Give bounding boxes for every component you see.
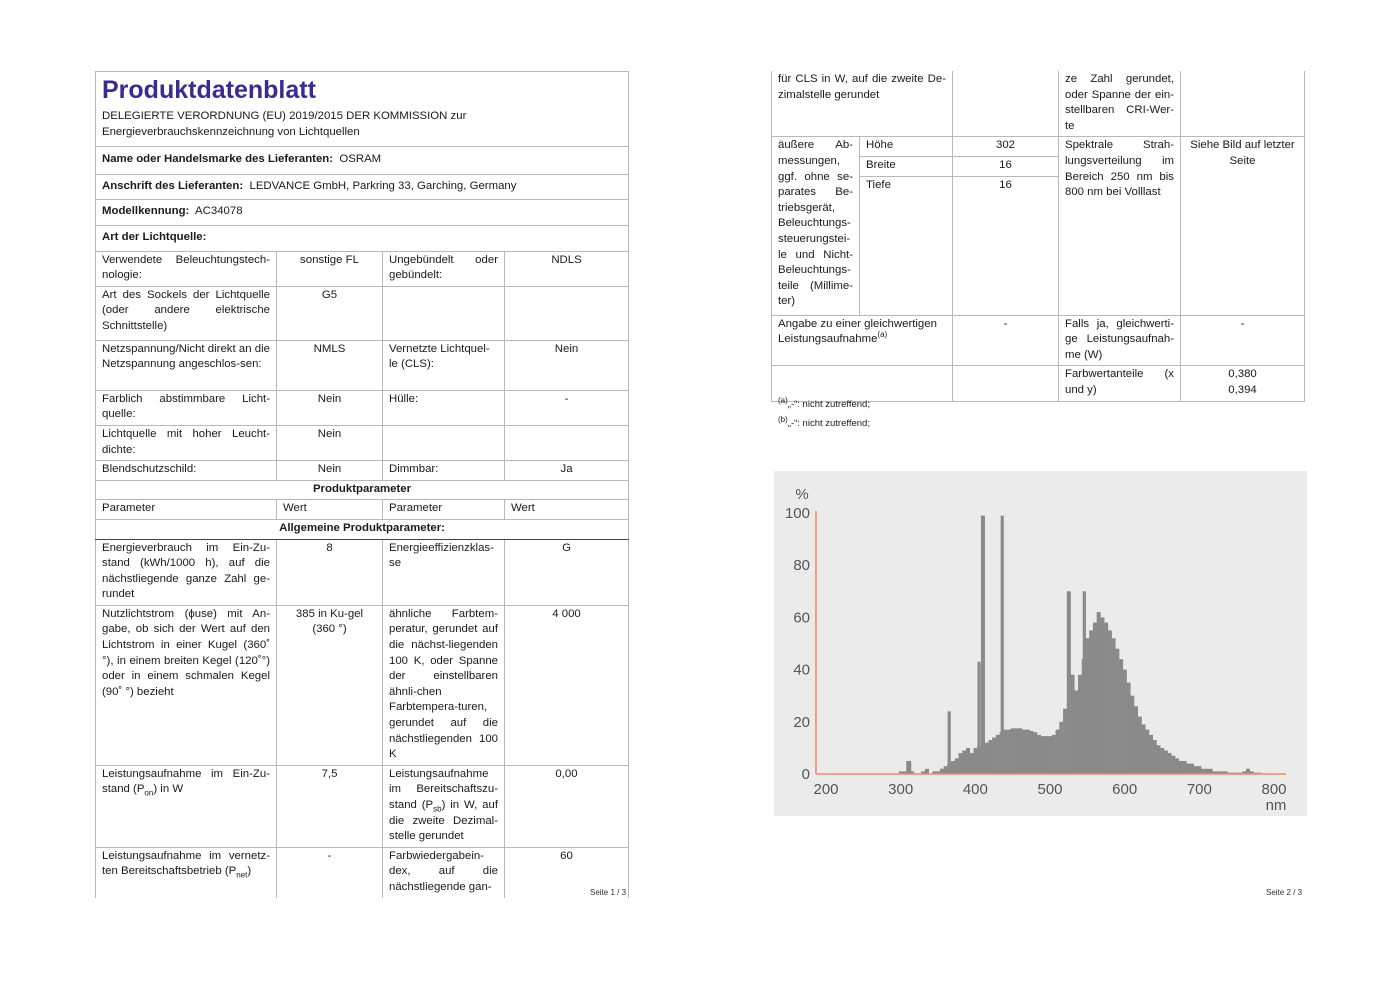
spectrum-bar: [1029, 731, 1033, 774]
row-param: Farbwertanteile (x und y): [1059, 366, 1181, 401]
dimension-value: 16: [953, 176, 1059, 315]
page-1: [95, 71, 628, 898]
x-tick-label: 600: [1112, 781, 1138, 798]
light-source-type-heading: Art der Lichtquelle:: [96, 225, 629, 251]
supplier-name-value: OSRAM: [339, 153, 382, 166]
supplier-address-label: Anschrift des Lieferanten:: [102, 179, 244, 192]
row-value: Nein: [277, 425, 383, 460]
x-tick-label: 500: [1037, 781, 1063, 798]
spectrum-bar: [1003, 730, 1007, 774]
spectrum-spike: [908, 761, 911, 774]
dimension-name: Breite: [860, 156, 953, 176]
spectrum-bar: [1145, 730, 1149, 774]
x-tick-label: 400: [962, 781, 988, 798]
spectrum-bar: [1123, 670, 1127, 774]
spectrum-bar: [1130, 696, 1134, 774]
model-row: [96, 200, 629, 226]
table-row: [96, 539, 629, 605]
spectral-distribution-chart: [774, 471, 1307, 816]
general-params-heading: Allgemeine Produktparameter:: [96, 519, 629, 539]
row-param: Blendschutzschild:: [96, 461, 277, 481]
spectrum-bar: [1160, 748, 1164, 774]
spectrum-spike: [948, 711, 951, 774]
row-param: Leistungsaufnahme im Ein-Zu-stand $(P_{on})$ in W: [96, 765, 277, 847]
table-row: [772, 315, 1305, 366]
spectrum-bar: [966, 748, 970, 774]
x-axis-label: nm: [1265, 797, 1287, 814]
row-param: ze Zahl gerundet, oder Spanne der ein-stellbaren CRI-Wer-te: [1059, 71, 1181, 137]
spectrum-bar: [1112, 638, 1116, 774]
row-value: [953, 366, 1059, 401]
spectrum-bar: [1063, 709, 1067, 774]
spectrum-bar: [1067, 591, 1071, 774]
row-param: Farbwiedergabein-dex, auf die nächstliegende gan-: [383, 847, 505, 897]
spectrum-bar: [1097, 612, 1101, 774]
spectrum-bar: [1037, 735, 1041, 774]
spectrum-bar: [1022, 730, 1026, 774]
spectrum-bar: [992, 737, 996, 774]
spectrum-bar: [1119, 659, 1123, 774]
x-tick-label: 800: [1261, 781, 1287, 798]
spectrum-bar: [944, 766, 948, 774]
row-value: [1181, 71, 1305, 137]
table-row: [96, 765, 629, 847]
spectrum-bar: [985, 743, 989, 774]
spectrum-bar: [1041, 736, 1045, 774]
row-value: [505, 286, 629, 340]
row-param: Dimmbar:: [383, 461, 505, 481]
spectrum-bar: [1108, 630, 1112, 774]
col-header-value: Wert: [277, 500, 383, 520]
table-row: [96, 425, 629, 460]
table-row: [96, 251, 629, 286]
product-data-table-page2: [771, 71, 1305, 402]
spectrum-bar: [1104, 623, 1108, 774]
regulation-text: DELEGIERTE VERORDNUNG (EU) 2019/2015 DER KOMMISSION zur Energieverbrauchskennzeichnung von Lichtquellen: [102, 110, 467, 138]
row-value: G5: [277, 286, 383, 340]
row-param: Hülle:: [383, 390, 505, 425]
row-param: Netzspannung/Nicht direkt an die Netzspannung angeschlos-sen:: [96, 340, 277, 390]
spectrum-bar: [1018, 728, 1022, 774]
spectrum-bar: [1168, 753, 1172, 774]
supplier-name-row: [96, 147, 629, 175]
spectrum-bar: [1056, 730, 1060, 774]
footnote-b: $^{(b)}$„-“: nicht zutreffend;: [778, 414, 870, 429]
page-title: Produktdatenblatt: [102, 76, 316, 104]
spectrum-bar: [996, 735, 1000, 774]
supplier-address-row: [96, 174, 629, 200]
row-param: [772, 366, 953, 401]
row-param: Farblich abstimmbare Licht-quelle:: [96, 390, 277, 425]
spectrum-bar: [1059, 722, 1063, 774]
spectrum-bar: [1179, 761, 1183, 774]
spectrum-bar: [1149, 735, 1153, 774]
spectrum-bar: [1093, 623, 1097, 774]
chroma-y: 0,394: [1228, 383, 1257, 396]
row-param: [383, 425, 505, 460]
row-value: -: [953, 315, 1059, 366]
row-value: [953, 71, 1059, 137]
col-header-param: Parameter: [96, 500, 277, 520]
page-2: [771, 71, 1304, 402]
supplier-address-value: LEDVANCE GmbH, Parkring 33, Garching, Germany: [249, 179, 517, 192]
row-value: NMLS: [277, 340, 383, 390]
row-value: -: [505, 390, 629, 425]
row-value: [1181, 366, 1305, 401]
column-header-row: [96, 500, 629, 520]
row-value: Nein: [277, 461, 383, 481]
product-params-heading: Produktparameter: [96, 480, 629, 500]
row-value: -: [1181, 315, 1305, 366]
table-row: [772, 137, 1305, 157]
spectrum-bar: [1007, 730, 1011, 774]
row-value: Nein: [505, 340, 629, 390]
dimension-value: 302: [953, 137, 1059, 157]
row-param: Ungebündelt oder gebündelt:: [383, 251, 505, 286]
spectrum-bar: [1085, 638, 1089, 774]
spectrum-bar: [1186, 764, 1190, 774]
row-param: Art des Sockels der Lichtquelle (oder andere elektrische Schnittstelle): [96, 286, 277, 340]
page-number-2: Seite 2 / 3: [1266, 888, 1303, 897]
spectrum-bar: [955, 758, 959, 774]
row-value: -: [277, 847, 383, 897]
spectrum-bar: [1100, 617, 1104, 774]
spectrum-bar: [1190, 764, 1194, 774]
spectrum-bar: [1153, 740, 1157, 774]
row-value: NDLS: [505, 251, 629, 286]
row-value: G: [505, 539, 629, 605]
row-value: 4 000: [505, 605, 629, 765]
dimension-name: Tiefe: [860, 176, 953, 315]
row-param: für CLS in W, auf die zweite De-zimalstelle gerundet: [772, 71, 953, 137]
row-param: Lichtquelle mit hoher Leucht-dichte:: [96, 425, 277, 460]
row-param: Leistungsaufnahme im vernetz-ten Bereitschaftsbetrieb $(P_{net})$: [96, 847, 277, 897]
model-label: Modellkennung:: [102, 205, 190, 218]
row-value: Siehe Bild auf letzter Seite: [1181, 137, 1305, 315]
spectrum-bar: [1183, 761, 1187, 774]
page-number-1: Seite 1 / 3: [590, 888, 627, 897]
spectrum-bar: [1127, 683, 1131, 774]
spectrum-bar: [962, 751, 966, 774]
dimensions-label: äußere Ab-messungen, ggf. ohne se-parates Be-triebsgerät, Beleuchtungs-steuerungstei-le und Nicht-Beleuchtungs-teile (Millime-ter): [772, 137, 860, 315]
spectrum-bar: [1052, 735, 1056, 774]
spectrum-bar: [1048, 736, 1052, 774]
spectrum-bar: [1171, 756, 1175, 774]
table-row: [96, 847, 629, 897]
col-header-value2: Wert: [505, 500, 629, 520]
table-row: [96, 461, 629, 481]
spectrum-bar: [1026, 730, 1030, 774]
row-value: 8: [277, 539, 383, 605]
row-param: Spektrale Strah-lungsverteilung im Bereich 250 nm bis 800 nm bei Volllast: [1059, 137, 1181, 315]
table-row: [96, 390, 629, 425]
x-tick-label: 200: [813, 781, 839, 798]
row-param: Falls ja, gleichwerti-ge Leistungsaufnah-me (W): [1059, 315, 1181, 366]
spectrum-bar: [981, 516, 985, 774]
table-row: [96, 605, 629, 765]
spectrum-bar: [988, 740, 992, 774]
row-param: ähnliche Farbtem-peratur, gerundet auf die nächst-liegenden 100 K, oder Spanne der einstellbaren ähnli-chen Farbtempera-turen, gerundet auf die nächstliegenden 100 K: [383, 605, 505, 765]
product-data-table-page1: [95, 71, 629, 898]
table-row: [772, 366, 1305, 401]
dimension-value: 16: [953, 156, 1059, 176]
x-tick-label: 300: [888, 781, 914, 798]
spectrum-bar: [970, 753, 974, 774]
spectrum-bar: [1078, 675, 1082, 774]
spectrum-bar: [1011, 728, 1015, 774]
spectrum-bar: [1033, 732, 1037, 774]
row-param: Nutzlichtstrom (ϕuse) mit An-gabe, ob sich der Wert auf den Lichtstrom in einer Kugel (360˚ °), in einem breiten Kegel (120˚°) oder in einem schmalen Kegel (90˚ °) bezieht: [96, 605, 277, 765]
spectrum-bar: [1071, 675, 1075, 774]
y-tick-label: 80: [793, 557, 810, 575]
y-tick-label: 20: [793, 713, 810, 731]
spectrum-bar: [959, 753, 963, 774]
row-value: 0,00: [505, 765, 629, 847]
row-param: Leistungsaufnahme im Bereitschaftszu-stand $(P_{sb})$ in W, auf die zweite Dezimal-stelle gerundet: [383, 765, 505, 847]
y-tick-label: 60: [793, 609, 810, 627]
table-row: [96, 286, 629, 340]
spectrum-bar: [1074, 690, 1078, 774]
chroma-x: 0,380: [1228, 368, 1257, 381]
y-tick-label: 40: [793, 661, 810, 679]
spectrum-bar: [1138, 717, 1142, 774]
spectrum-bar: [1141, 724, 1145, 774]
spectrum-bar: [1175, 758, 1179, 774]
col-header-param2: Parameter: [383, 500, 505, 520]
row-value: [505, 425, 629, 460]
y-axis-label: %: [795, 486, 809, 503]
spectrum-bar: [1197, 766, 1201, 774]
row-value: Nein: [277, 390, 383, 425]
spectrum-bar: [1164, 751, 1168, 774]
spectrum-bar: [973, 748, 977, 774]
spectrum-spike: [977, 662, 980, 774]
table-row: [96, 340, 629, 390]
spectrum-bar: [951, 761, 955, 774]
model-value: AC34078: [195, 205, 243, 218]
spectrum-bar: [1194, 766, 1198, 774]
y-tick-label: 0: [801, 766, 810, 783]
row-param: Verwendete Beleuchtungstech-nologie:: [96, 251, 277, 286]
row-param: Energieverbrauch im Ein-Zu-stand (kWh/1000 h), auf die nächstliegende ganze Zahl ge-rundet: [96, 539, 277, 605]
supplier-name-label: Name oder Handelsmarke des Lieferanten:: [102, 153, 334, 166]
spectrum-bar: [1089, 630, 1093, 774]
footnote-a: $^{(a)}$„-“: nicht zutreffend;: [778, 395, 870, 410]
spectrum-bar: [1044, 736, 1048, 774]
dimension-name: Höhe: [860, 137, 953, 157]
row-param: Angabe zu einer gleichwertigen Leistungsaufnahme$^{(a)}$: [772, 315, 953, 366]
row-param: Energieeffizienzklas-se: [383, 539, 505, 605]
x-tick-label: 700: [1186, 781, 1212, 798]
y-tick-label: 100: [784, 505, 810, 522]
spectrum-spike: [1083, 591, 1086, 774]
row-value: 60: [505, 847, 629, 897]
spectrum-bar: [1015, 728, 1019, 774]
spectrum-bar: [1156, 745, 1160, 774]
table-row: [772, 71, 1305, 137]
row-param: [383, 286, 505, 340]
spectrum-bar: [1134, 706, 1138, 774]
row-value: 7,5: [277, 765, 383, 847]
spectrum-spike: [1001, 516, 1004, 774]
row-value: Ja: [505, 461, 629, 481]
spectrum-bar: [1115, 649, 1119, 774]
row-value: 385 in Ku-gel (360 °): [277, 605, 383, 765]
row-param: Vernetzte Lichtquel-le (CLS):: [383, 340, 505, 390]
row-value: sonstige FL: [277, 251, 383, 286]
